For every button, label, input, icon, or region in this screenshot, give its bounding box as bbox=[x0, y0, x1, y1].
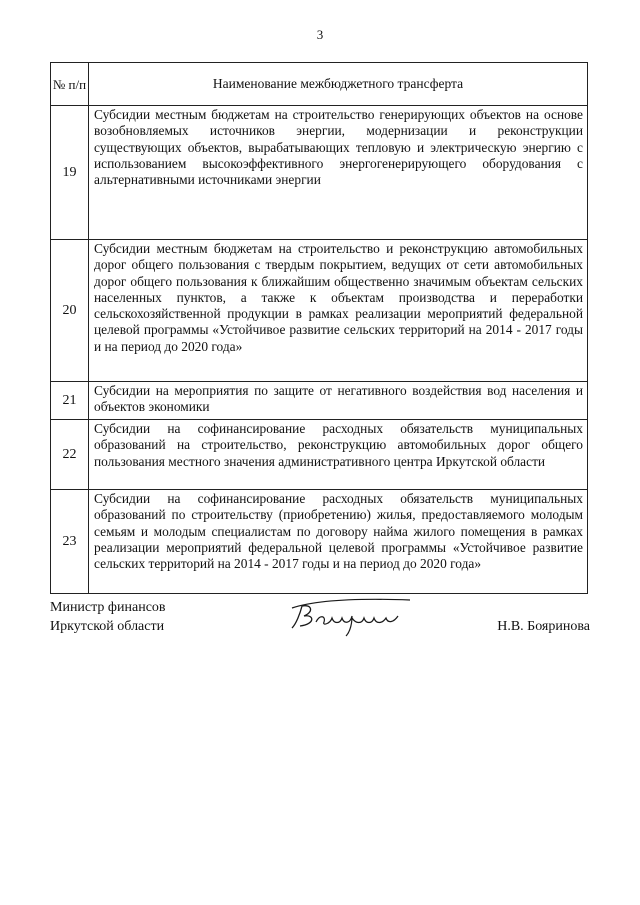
header-number: № п/п bbox=[51, 63, 89, 106]
table-row bbox=[51, 106, 588, 240]
row-number: 20 bbox=[51, 240, 89, 382]
row-number: 23 bbox=[51, 490, 89, 594]
table-row bbox=[51, 490, 588, 594]
row-transfer-name: Субсидии на софинансирование расходных обязательств муниципальных образований на строительство, реконструкцию автомобильных дорог общего пользования местного значения административного центра Иркутской области bbox=[89, 420, 588, 490]
page-number: 3 bbox=[316, 27, 324, 42]
row-transfer-name: Субсидии местным бюджетам на строительство генерирующих объектов на основе возобновляемых источников энергии, модернизации и реконструкции существующих объектов, вырабатывающих тепловую и электрическую энергию с использованием высокоэффективного энергогенерирующего оборудования с альтернативными источниками энергии bbox=[89, 106, 588, 240]
header-transfer-name: Наименование межбюджетного трансферта bbox=[89, 63, 588, 106]
table-row bbox=[51, 420, 588, 490]
row-number: 21 bbox=[51, 382, 89, 420]
row-transfer-name: Субсидии на софинансирование расходных обязательств муниципальных образований по строительству (приобретению) жилья, предоставляемого молодым семьям и молодым специалистам по договору найма жилого помещения в рамках реализации мероприятий федеральной целевой программы «Устойчивое развитие сельских территорий на 2014 - 2017 годы и на период до 2020 года» bbox=[89, 490, 588, 594]
row-transfer-name: Субсидии на мероприятия по защите от негативного воздействия вод населения и объектов экономики bbox=[89, 382, 588, 420]
transfers-table bbox=[50, 62, 588, 594]
handwritten-signature-icon bbox=[286, 594, 418, 638]
signature-block bbox=[50, 598, 590, 638]
table-row bbox=[51, 382, 588, 420]
table-header-row bbox=[51, 63, 588, 106]
signer-position: Министр финансов Иркутской области bbox=[50, 600, 166, 634]
table-row bbox=[51, 240, 588, 382]
row-transfer-name: Субсидии местным бюджетам на строительство и реконструкцию автомобильных дорог общего пользования с твердым покрытием, ведущих от сети автомобильных дорог общего пользования к ближайшим общественно значимым объектам сельских населенных пунктов, а также к объектам производства и переработки сельскохозяйственной продукции в рамках реализации мероприятий федеральной целевой программы «Устойчивое развитие сельских территорий на 2014 - 2017 годы и на период до 2020 года» bbox=[89, 240, 588, 382]
row-number: 19 bbox=[51, 106, 89, 240]
signer-name: Н.В. Бояринова bbox=[497, 619, 590, 634]
row-number: 22 bbox=[51, 420, 89, 490]
